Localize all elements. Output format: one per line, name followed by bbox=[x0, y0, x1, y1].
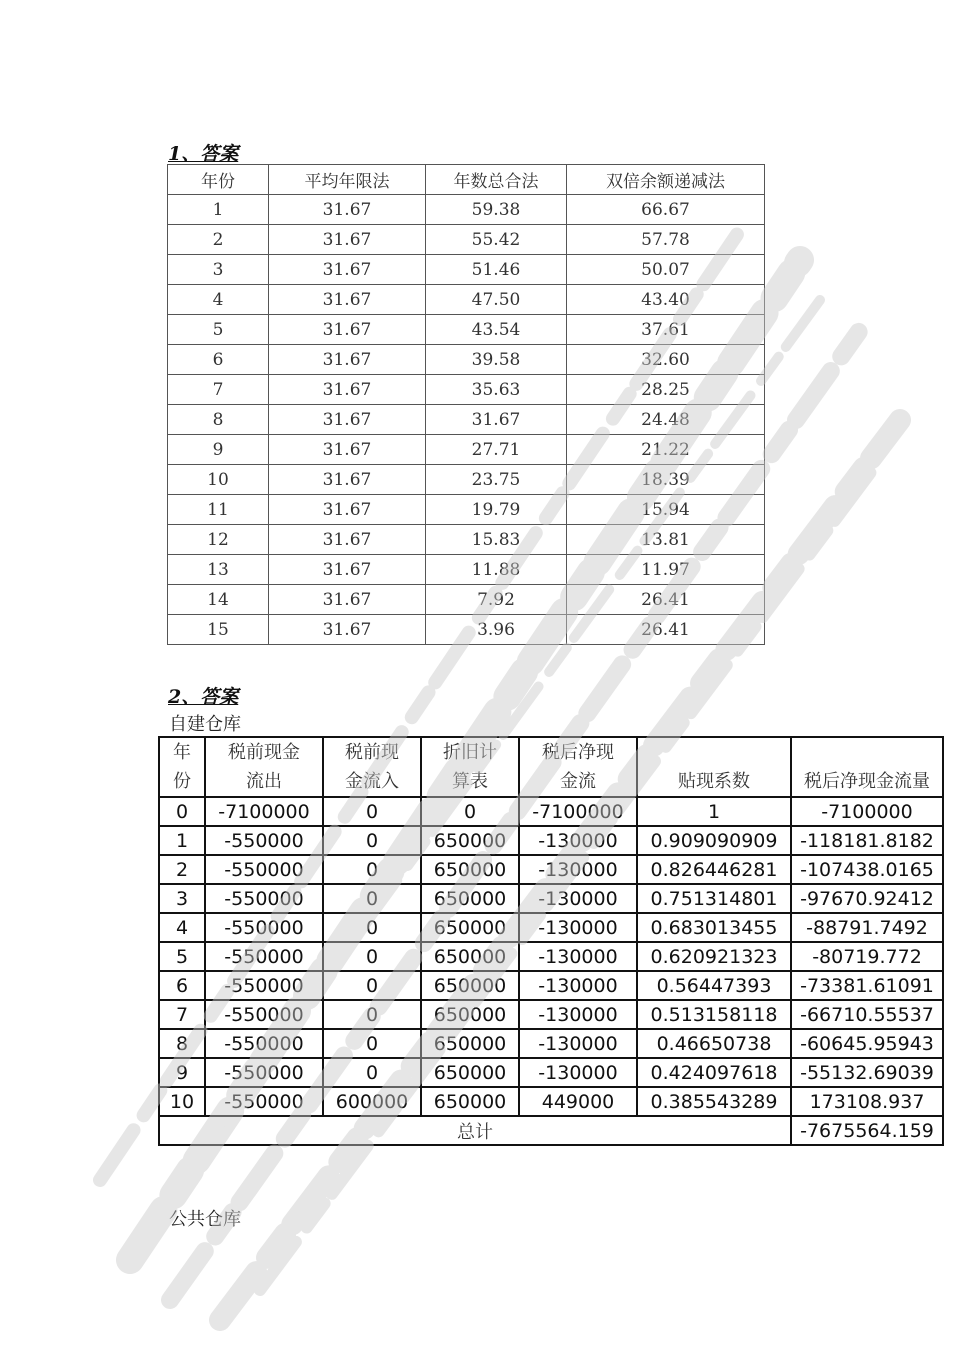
table-cell: 18.39 bbox=[567, 465, 765, 495]
table-cell: 31.67 bbox=[269, 345, 426, 375]
table-cell: -130000 bbox=[519, 1058, 637, 1087]
table-cell: -550000 bbox=[205, 913, 323, 942]
table-cell: -130000 bbox=[519, 942, 637, 971]
table-cell: 13 bbox=[168, 555, 269, 585]
table-cell: -130000 bbox=[519, 913, 637, 942]
table-cell: -550000 bbox=[205, 884, 323, 913]
table-header-row bbox=[168, 165, 765, 195]
table-cell: 31.67 bbox=[269, 615, 426, 645]
table-cell: 51.46 bbox=[426, 255, 567, 285]
section2-title: 2、答案 bbox=[168, 686, 239, 708]
table-cell: -7100000 bbox=[205, 797, 323, 826]
table-cell: 173108.937 bbox=[791, 1087, 943, 1116]
table-cell: 10 bbox=[168, 465, 269, 495]
header-aftertax-net-flow: 税后净现金流量 bbox=[791, 737, 943, 797]
table-header-row bbox=[159, 737, 943, 797]
table-cell: -107438.0165 bbox=[791, 855, 943, 884]
table-cell: 57.78 bbox=[567, 225, 765, 255]
table-cell: 3 bbox=[159, 884, 205, 913]
table-cell: -550000 bbox=[205, 1087, 323, 1116]
table-cell: -80719.772 bbox=[791, 942, 943, 971]
header-straight-line: 平均年限法 bbox=[269, 165, 426, 195]
table-row bbox=[168, 285, 765, 315]
table-cell: 0 bbox=[323, 855, 421, 884]
table-cell: 15.83 bbox=[426, 525, 567, 555]
table-cell: 66.67 bbox=[567, 195, 765, 225]
table-cell: 0 bbox=[421, 797, 519, 826]
table-cell: 650000 bbox=[421, 1029, 519, 1058]
table-cell: 6 bbox=[159, 971, 205, 1000]
table-cell: 8 bbox=[168, 405, 269, 435]
table-cell: 0.385543289 bbox=[637, 1087, 791, 1116]
table-cell: 1 bbox=[168, 195, 269, 225]
table-row bbox=[159, 913, 943, 942]
table-cell: 0 bbox=[159, 797, 205, 826]
table-cell: 43.54 bbox=[426, 315, 567, 345]
table-cell: 0 bbox=[323, 971, 421, 1000]
table-row bbox=[168, 615, 765, 645]
table-cell: 650000 bbox=[421, 855, 519, 884]
section2-subtitle: 自建仓库 bbox=[169, 714, 241, 735]
table-cell: 13.81 bbox=[567, 525, 765, 555]
table-cell: 47.50 bbox=[426, 285, 567, 315]
table-cell: 7 bbox=[159, 1000, 205, 1029]
table-cell: 650000 bbox=[421, 913, 519, 942]
table-cell: 0.683013455 bbox=[637, 913, 791, 942]
table-cell: 12 bbox=[168, 525, 269, 555]
header-aftertax-net: 税后净现 金流 bbox=[519, 737, 637, 797]
total-row bbox=[159, 1116, 943, 1145]
table-cell: 50.07 bbox=[567, 255, 765, 285]
table-row bbox=[168, 405, 765, 435]
table-cell: 31.67 bbox=[269, 225, 426, 255]
table-cell: 2 bbox=[159, 855, 205, 884]
table-cell: -130000 bbox=[519, 855, 637, 884]
table-cell: 650000 bbox=[421, 971, 519, 1000]
table-cell: 11.97 bbox=[567, 555, 765, 585]
table-row bbox=[159, 971, 943, 1000]
table-cell: 1 bbox=[159, 826, 205, 855]
table-cell: 31.67 bbox=[269, 495, 426, 525]
table-cell: -130000 bbox=[519, 971, 637, 1000]
table-cell: 31.67 bbox=[269, 405, 426, 435]
table-row bbox=[159, 942, 943, 971]
table-cell: 0.513158118 bbox=[637, 1000, 791, 1029]
table-cell: 0 bbox=[323, 797, 421, 826]
table-cell: 650000 bbox=[421, 884, 519, 913]
table-cell: -550000 bbox=[205, 1058, 323, 1087]
table-row bbox=[168, 435, 765, 465]
table-cell: 600000 bbox=[323, 1087, 421, 1116]
table-cell: 0 bbox=[323, 1029, 421, 1058]
cashflow-table bbox=[158, 736, 944, 1146]
table-row bbox=[168, 255, 765, 285]
table-cell: 9 bbox=[159, 1058, 205, 1087]
header-depreciation: 折旧计 算表 bbox=[421, 737, 519, 797]
table-cell: 26.41 bbox=[567, 585, 765, 615]
table-row bbox=[168, 315, 765, 345]
table-row bbox=[159, 884, 943, 913]
table-cell: -97670.92412 bbox=[791, 884, 943, 913]
table-cell: -88791.7492 bbox=[791, 913, 943, 942]
table-cell: 11 bbox=[168, 495, 269, 525]
table-row bbox=[168, 585, 765, 615]
table-cell: 5 bbox=[168, 315, 269, 345]
table-cell: 0 bbox=[323, 913, 421, 942]
table-cell: 3.96 bbox=[426, 615, 567, 645]
table-cell: 0.826446281 bbox=[637, 855, 791, 884]
table-row bbox=[168, 375, 765, 405]
table-row bbox=[159, 826, 943, 855]
table-row bbox=[159, 855, 943, 884]
table-cell: 0.46650738 bbox=[637, 1029, 791, 1058]
table-cell: 0 bbox=[323, 884, 421, 913]
table-cell: 27.71 bbox=[426, 435, 567, 465]
table-cell: 26.41 bbox=[567, 615, 765, 645]
table-cell: 3 bbox=[168, 255, 269, 285]
table-cell: 0 bbox=[323, 1000, 421, 1029]
table-row bbox=[168, 345, 765, 375]
table-cell: 5 bbox=[159, 942, 205, 971]
table-row bbox=[159, 797, 943, 826]
header-sum-of-years: 年数总合法 bbox=[426, 165, 567, 195]
table-row bbox=[159, 1087, 943, 1116]
table-cell: 21.22 bbox=[567, 435, 765, 465]
table-cell: 55.42 bbox=[426, 225, 567, 255]
table-cell: 650000 bbox=[421, 826, 519, 855]
table-cell: 31.67 bbox=[269, 315, 426, 345]
table-cell: -55132.69039 bbox=[791, 1058, 943, 1087]
table-cell: 24.48 bbox=[567, 405, 765, 435]
table-cell: 0.424097618 bbox=[637, 1058, 791, 1087]
table-cell: 31.67 bbox=[426, 405, 567, 435]
table-row bbox=[159, 1058, 943, 1087]
table-cell: 31.67 bbox=[269, 195, 426, 225]
table-cell: 23.75 bbox=[426, 465, 567, 495]
section1-title: 1、答案 bbox=[168, 143, 239, 165]
table-cell: 31.67 bbox=[269, 525, 426, 555]
table-cell: 28.25 bbox=[567, 375, 765, 405]
table-cell: 0.620921323 bbox=[637, 942, 791, 971]
table-cell: 31.67 bbox=[269, 465, 426, 495]
table-cell: 10 bbox=[159, 1087, 205, 1116]
table-cell: -7100000 bbox=[791, 797, 943, 826]
table-cell: 19.79 bbox=[426, 495, 567, 525]
table-cell: 1 bbox=[637, 797, 791, 826]
table-cell: -130000 bbox=[519, 884, 637, 913]
table-cell: 4 bbox=[168, 285, 269, 315]
table-cell: 2 bbox=[168, 225, 269, 255]
table-cell: 650000 bbox=[421, 1000, 519, 1029]
table-cell: 31.67 bbox=[269, 585, 426, 615]
table-cell: -130000 bbox=[519, 1000, 637, 1029]
table-row bbox=[168, 495, 765, 525]
table-cell: 15 bbox=[168, 615, 269, 645]
header-pretax-inflow: 税前现 金流入 bbox=[323, 737, 421, 797]
table-cell: 0.56447393 bbox=[637, 971, 791, 1000]
table-cell: -60645.95943 bbox=[791, 1029, 943, 1058]
header-discount-factor: 贴现系数 bbox=[637, 737, 791, 797]
table-cell: 31.67 bbox=[269, 375, 426, 405]
table-row bbox=[159, 1000, 943, 1029]
total-label: 总计 bbox=[159, 1116, 791, 1145]
table-cell: -550000 bbox=[205, 1029, 323, 1058]
table-cell: 14 bbox=[168, 585, 269, 615]
table-row bbox=[159, 1029, 943, 1058]
table-cell: 0 bbox=[323, 1058, 421, 1087]
table-cell: -550000 bbox=[205, 971, 323, 1000]
table-cell: -550000 bbox=[205, 942, 323, 971]
table-cell: 449000 bbox=[519, 1087, 637, 1116]
table-cell: 43.40 bbox=[567, 285, 765, 315]
table-cell: 0.751314801 bbox=[637, 884, 791, 913]
table-cell: 0.909090909 bbox=[637, 826, 791, 855]
table-cell: 15.94 bbox=[567, 495, 765, 525]
table-cell: -130000 bbox=[519, 1029, 637, 1058]
table-cell: 31.67 bbox=[269, 285, 426, 315]
table-cell: -550000 bbox=[205, 826, 323, 855]
header-double-declining: 双倍余额递减法 bbox=[567, 165, 765, 195]
table-cell: -550000 bbox=[205, 855, 323, 884]
header-year: 年 份 bbox=[159, 737, 205, 797]
table-row bbox=[168, 555, 765, 585]
table-cell: 11.88 bbox=[426, 555, 567, 585]
table-cell: 0 bbox=[323, 826, 421, 855]
table-cell: -118181.8182 bbox=[791, 826, 943, 855]
table-row bbox=[168, 225, 765, 255]
table-cell: 32.60 bbox=[567, 345, 765, 375]
table-cell: 650000 bbox=[421, 1087, 519, 1116]
table-cell: 650000 bbox=[421, 1058, 519, 1087]
table-cell: 7.92 bbox=[426, 585, 567, 615]
table-cell: 650000 bbox=[421, 942, 519, 971]
table-cell: 59.38 bbox=[426, 195, 567, 225]
table-cell: -7100000 bbox=[519, 797, 637, 826]
table-cell: 35.63 bbox=[426, 375, 567, 405]
depreciation-table bbox=[167, 164, 765, 645]
table-row bbox=[168, 195, 765, 225]
table-cell: -130000 bbox=[519, 826, 637, 855]
table-row bbox=[168, 525, 765, 555]
table-cell: -66710.55537 bbox=[791, 1000, 943, 1029]
header-pretax-outflow: 税前现金 流出 bbox=[205, 737, 323, 797]
total-value: -7675564.159 bbox=[791, 1116, 943, 1145]
table-cell: 9 bbox=[168, 435, 269, 465]
public-warehouse-heading: 公共仓库 bbox=[169, 1209, 241, 1230]
table-row bbox=[168, 465, 765, 495]
table-cell: 31.67 bbox=[269, 555, 426, 585]
table-cell: 31.67 bbox=[269, 435, 426, 465]
table-cell: 39.58 bbox=[426, 345, 567, 375]
table-cell: -73381.61091 bbox=[791, 971, 943, 1000]
table-cell: -550000 bbox=[205, 1000, 323, 1029]
header-year: 年份 bbox=[168, 165, 269, 195]
table-cell: 0 bbox=[323, 942, 421, 971]
table-cell: 7 bbox=[168, 375, 269, 405]
table-cell: 4 bbox=[159, 913, 205, 942]
table-cell: 31.67 bbox=[269, 255, 426, 285]
table-cell: 8 bbox=[159, 1029, 205, 1058]
table-cell: 37.61 bbox=[567, 315, 765, 345]
table-cell: 6 bbox=[168, 345, 269, 375]
